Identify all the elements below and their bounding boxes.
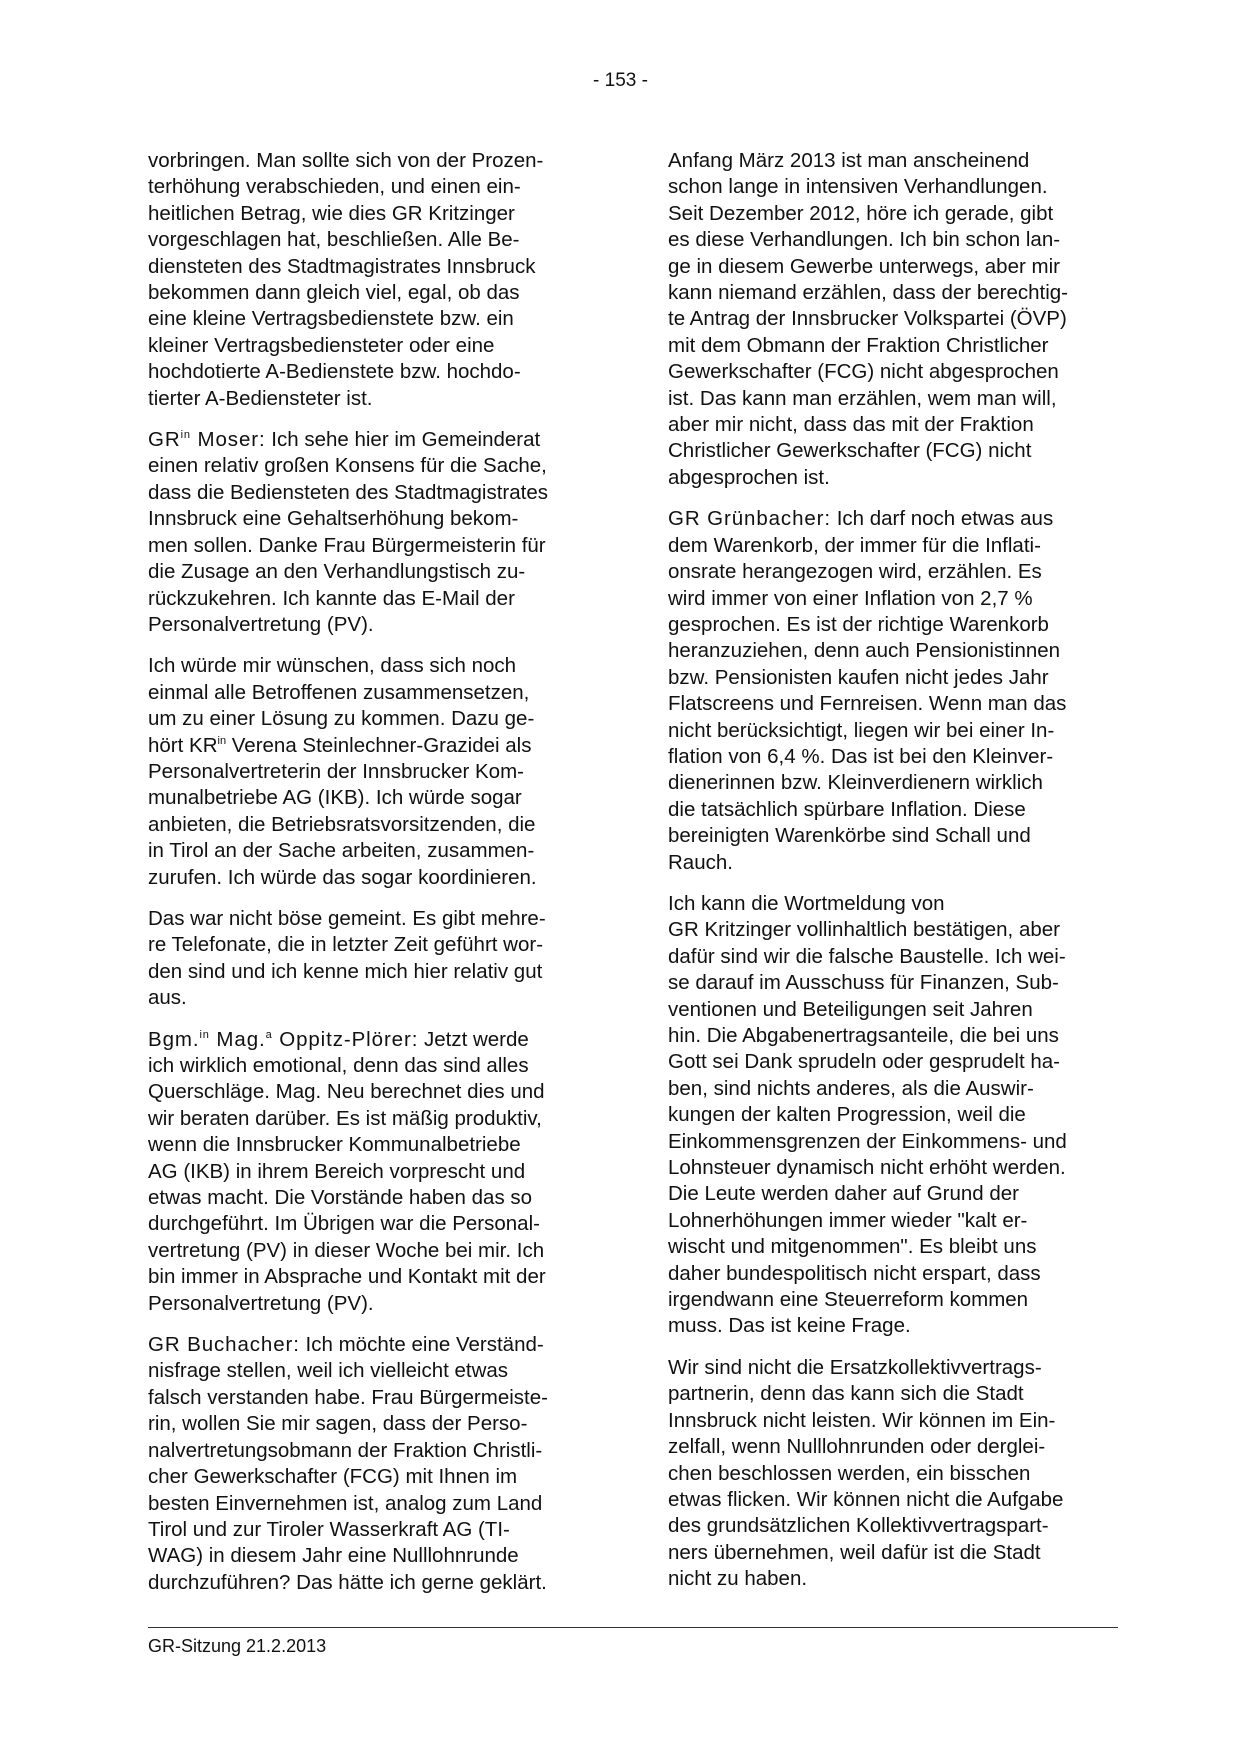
text-line: heranzuziehen, denn auch Pensionistinnen bbox=[668, 639, 1061, 663]
text-line: GR Kritzinger vollinhaltlich bestätigen, aber bbox=[668, 918, 1060, 942]
footer-divider bbox=[148, 1627, 1118, 1628]
text-line: etwas macht. Die Vorstände haben das so bbox=[148, 1186, 533, 1210]
text-line: durchgeführt. Im Übrigen war die Personal- bbox=[148, 1212, 540, 1236]
text-line: ben, sind nichts anderes, als die Auswir- bbox=[668, 1076, 1034, 1100]
text-line: ich wirklich emotional, denn das sind alles bbox=[148, 1054, 529, 1077]
text-line: heitlichen Betrag, wie dies GR Kritzinger bbox=[148, 201, 515, 225]
text-line: wir beraten darüber. Es ist mäßig produktiv, bbox=[148, 1106, 542, 1130]
footer-session-date: GR-Sitzung 21.2.2013 bbox=[148, 1636, 327, 1656]
text-line: nalvertretungsobmann der Fraktion Christli- bbox=[148, 1438, 543, 1462]
text-line: te Antrag der Innsbrucker Volkspartei (ÖVP) bbox=[668, 307, 1067, 331]
superscript: a bbox=[265, 1028, 273, 1041]
speaker-label: GR Buchacher: bbox=[148, 1333, 300, 1357]
text-line: AG (IKB) in ihrem Bereich vorprescht und bbox=[148, 1159, 526, 1183]
speaker-title: Bgm. bbox=[148, 1027, 200, 1051]
text-line: Innsbruck eine Gehaltserhöhung bekom- bbox=[148, 507, 519, 531]
text-line: gesprochen. Es ist der richtige Warenkorb bbox=[668, 612, 1049, 636]
speaker-name: Moser: bbox=[190, 428, 266, 452]
text-line: irgendwann eine Steuerreform kommen bbox=[668, 1288, 1029, 1312]
paragraph bbox=[148, 906, 603, 1012]
speech-text: Jetzt werde bbox=[418, 1027, 529, 1051]
text-line: re Telefonate, die in letzter Zeit geführt wor- bbox=[148, 933, 544, 957]
text-line: diensteten des Stadtmagistrates Innsbruck bbox=[148, 254, 536, 278]
text-line: partnerin, denn das kann sich die Stadt bbox=[668, 1382, 1024, 1406]
text-line bbox=[148, 1027, 603, 1053]
text-line bbox=[668, 506, 1123, 532]
text-line: Lohnerhöhungen immer wieder "kalt er- bbox=[668, 1208, 1028, 1232]
text-line: in Tirol an der Sache arbeiten, zusammen- bbox=[148, 839, 535, 863]
text-line: Personalvertretung (PV). bbox=[148, 1291, 374, 1315]
paragraph-buchacher bbox=[148, 1332, 603, 1596]
text-fragment: hört KR bbox=[148, 733, 218, 757]
page-number: - 153 - bbox=[593, 70, 648, 91]
text-line: Lohnsteuer dynamisch nicht erhöht werden. bbox=[668, 1156, 1066, 1180]
text-line: Personalvertretung (PV). bbox=[148, 612, 374, 636]
speaker-title: GR bbox=[148, 428, 181, 452]
superscript: in bbox=[217, 734, 227, 747]
paragraph-gruenbacher bbox=[668, 506, 1123, 876]
text-line: flation von 6,4 %. Das ist bei den Kleinver- bbox=[668, 744, 1054, 768]
text-line: Tirol und zur Tiroler Wasserkraft AG (TI- bbox=[148, 1517, 510, 1541]
text-line: daher bundespolitisch nicht erspart, dass bbox=[668, 1261, 1041, 1285]
text-line: Gewerkschafter (FCG) nicht abgesprochen bbox=[668, 360, 1059, 384]
text-line: durchzuführen? Das hätte ich gerne geklärt. bbox=[148, 1570, 547, 1594]
text-line: aus. bbox=[148, 986, 187, 1010]
text-line: Die Leute werden daher auf Grund der bbox=[668, 1182, 1020, 1206]
text-line: se darauf im Ausschuss für Finanzen, Sub- bbox=[668, 971, 1059, 995]
text-line: die Zusage an den Verhandlungstisch zu- bbox=[148, 560, 526, 584]
text-line: Anfang März 2013 ist man anscheinend bbox=[668, 149, 1030, 172]
paragraph-moser bbox=[148, 427, 603, 638]
superscript: in bbox=[199, 1028, 210, 1041]
text-line: kann niemand erzählen, dass der berechtig- bbox=[668, 281, 1068, 305]
text-line: onsrate herangezogen wird, erzählen. Es bbox=[668, 560, 1042, 584]
paragraph bbox=[668, 891, 1123, 1340]
speech-text: Ich sehe hier im Gemeinderat bbox=[265, 428, 541, 452]
left-column bbox=[148, 148, 603, 1611]
text-line: vertretung (PV) in dieser Woche bei mir. Ich bbox=[148, 1238, 545, 1262]
text-line: Wir sind nicht die Ersatzkollektivvertrags- bbox=[668, 1355, 1042, 1379]
text-line: Flatscreens und Fernreisen. Wenn man das bbox=[668, 692, 1067, 716]
text-line: chen beschlossen werden, ein bisschen bbox=[668, 1461, 1031, 1485]
text-line: nisfrage stellen, weil ich vielleicht etwas bbox=[148, 1359, 509, 1383]
text-line: kleiner Vertragsbediensteter oder eine bbox=[148, 333, 495, 357]
text-line: Einkommensgrenzen der Einkommens- und bbox=[668, 1129, 1067, 1153]
text-line: Rauch. bbox=[668, 850, 733, 874]
text-line: rückzukehren. Ich kannte das E-Mail der bbox=[148, 586, 515, 610]
text-line: Querschläge. Mag. Neu berechnet dies und bbox=[148, 1080, 545, 1104]
text-line: munalbetriebe AG (IKB). Ich würde sogar bbox=[148, 786, 522, 810]
text-line: falsch verstanden habe. Frau Bürgermeiste- bbox=[148, 1385, 548, 1409]
text-line: Ich kann die Wortmeldung von bbox=[668, 891, 945, 915]
text-line: tierter A-Bediensteter ist. bbox=[148, 386, 373, 410]
text-line: vorbringen. Man sollte sich von der Prozen- bbox=[148, 149, 544, 172]
text-line: men sollen. Danke Frau Bürgermeisterin für bbox=[148, 533, 546, 557]
text-line bbox=[148, 427, 603, 453]
text-line: vorgeschlagen hat, beschließen. Alle Be- bbox=[148, 228, 520, 252]
text-line: anbieten, die Betriebsratsvorsitzenden, die bbox=[148, 812, 536, 836]
text-line: dafür sind wir die falsche Baustelle. Ich wei- bbox=[668, 944, 1066, 968]
text-line: muss. Das ist keine Frage. bbox=[668, 1314, 911, 1338]
text-line: nicht zu haben. bbox=[668, 1567, 808, 1591]
text-line: aber mir nicht, dass das mit der Fraktion bbox=[668, 413, 1034, 437]
text-line: hochdotierte A-Bedienstete bzw. hochdo- bbox=[148, 360, 521, 384]
text-line: einen relativ großen Konsens für die Sache, bbox=[148, 454, 547, 478]
text-line: rin, wollen Sie mir sagen, dass der Perso- bbox=[148, 1412, 528, 1436]
speaker-title: Mag. bbox=[209, 1027, 266, 1051]
text-line: es diese Verhandlungen. Ich bin schon lan- bbox=[668, 228, 1061, 252]
paragraph bbox=[668, 1355, 1123, 1593]
speaker-label: GR Grünbacher: bbox=[668, 507, 831, 531]
text-line: kungen der kalten Progression, weil die bbox=[668, 1103, 1026, 1127]
text-line: cher Gewerkschafter (FCG) mit Ihnen im bbox=[148, 1465, 518, 1489]
text-line: zurufen. Ich würde das sogar koordinieren. bbox=[148, 865, 537, 889]
paragraph bbox=[148, 653, 603, 891]
paragraph-oppitz-ploerer bbox=[148, 1027, 603, 1317]
text-line: bekommen dann gleich viel, egal, ob das bbox=[148, 281, 520, 305]
text-line: WAG) in diesem Jahr eine Nulllohnrunde bbox=[148, 1544, 519, 1568]
text-line: ge in diesem Gewerbe unterwegs, aber mir bbox=[668, 254, 1060, 278]
text-line: Ich würde mir wünschen, dass sich noch bbox=[148, 654, 517, 678]
text-line: Innsbruck nicht leisten. Wir können im Ein- bbox=[668, 1408, 1056, 1432]
speaker-label bbox=[148, 428, 266, 451]
text-line: etwas flicken. Wir können nicht die Aufgabe bbox=[668, 1487, 1064, 1511]
text-line: bzw. Pensionisten kaufen nicht jedes Jahr bbox=[668, 665, 1049, 689]
text-line: wenn die Innsbrucker Kommunalbetriebe bbox=[148, 1133, 521, 1157]
speaker-label bbox=[148, 1028, 418, 1051]
text-line: schon lange in intensiven Verhandlungen. bbox=[668, 175, 1048, 199]
text-line: Das war nicht böse gemeint. Es gibt mehre- bbox=[148, 906, 546, 930]
text-line: ners übernehmen, weil dafür ist die Stadt bbox=[668, 1540, 1041, 1564]
text-line bbox=[148, 1332, 603, 1358]
text-fragment: Verena Steinlechner-Grazidei als bbox=[226, 733, 532, 757]
text-line: die tatsächlich spürbare Inflation. Diese bbox=[668, 797, 1026, 821]
text-line: den sind und ich kenne mich hier relativ gut bbox=[148, 959, 543, 983]
text-line: zelfall, wenn Nulllohnrunden oder derglei- bbox=[668, 1435, 1046, 1459]
text-line: terhöhung verabschieden, und einen ein- bbox=[148, 175, 521, 199]
text-line: des grundsätzlichen Kollektivvertragspart- bbox=[668, 1514, 1049, 1538]
text-line: wischt und mitgenommen". Es bleibt uns bbox=[668, 1235, 1037, 1259]
speech-text: Ich möchte eine Verständ- bbox=[299, 1333, 544, 1357]
text-line: Personalvertreterin der Innsbrucker Kom- bbox=[148, 759, 524, 783]
text-line: Gott sei Dank sprudeln oder gesprudelt ha- bbox=[668, 1050, 1061, 1074]
text-line: dienerinnen bzw. Kleinverdienern wirklich bbox=[668, 771, 1043, 795]
text-line: dem Warenkorb, der immer für die Inflati- bbox=[668, 533, 1041, 557]
text-line: Christlicher Gewerkschafter (FCG) nicht bbox=[668, 439, 1032, 463]
text-line: bin immer in Absprache und Kontakt mit der bbox=[148, 1265, 546, 1289]
paragraph bbox=[148, 148, 603, 412]
superscript: in bbox=[180, 429, 191, 442]
text-line: einmal alle Betroffenen zusammensetzen, bbox=[148, 680, 530, 704]
paragraph bbox=[668, 148, 1123, 491]
text-line: Seit Dezember 2012, höre ich gerade, gibt bbox=[668, 201, 1054, 225]
text-line: mit dem Obmann der Fraktion Christlicher bbox=[668, 333, 1049, 357]
text-line: eine kleine Vertragsbedienstete bzw. ein bbox=[148, 307, 514, 331]
right-column bbox=[668, 148, 1123, 1608]
text-line: hin. Die Abgabenertragsanteile, die bei uns bbox=[668, 1024, 1059, 1047]
text-line: besten Einvernehmen ist, analog zum Land bbox=[148, 1491, 543, 1515]
text-line: ventionen und Beteiligungen seit Jahren bbox=[668, 997, 1033, 1021]
speaker-name: Oppitz-Plörer: bbox=[272, 1027, 419, 1051]
text-line: um zu einer Lösung zu kommen. Dazu ge- bbox=[148, 707, 535, 731]
speech-text: Ich darf noch etwas aus bbox=[831, 507, 1054, 531]
text-line: abgesprochen ist. bbox=[668, 465, 830, 489]
text-line: dass die Bediensteten des Stadtmagistrates bbox=[148, 480, 548, 504]
text-line: bereinigten Warenkörbe sind Schall und bbox=[668, 824, 1031, 848]
text-line bbox=[148, 733, 603, 759]
text-line: wird immer von einer Inflation von 2,7 % bbox=[668, 586, 1033, 610]
text-line: nicht berücksichtigt, liegen wir bei einer In- bbox=[668, 718, 1055, 742]
text-line: ist. Das kann man erzählen, wem man will, bbox=[668, 386, 1057, 410]
